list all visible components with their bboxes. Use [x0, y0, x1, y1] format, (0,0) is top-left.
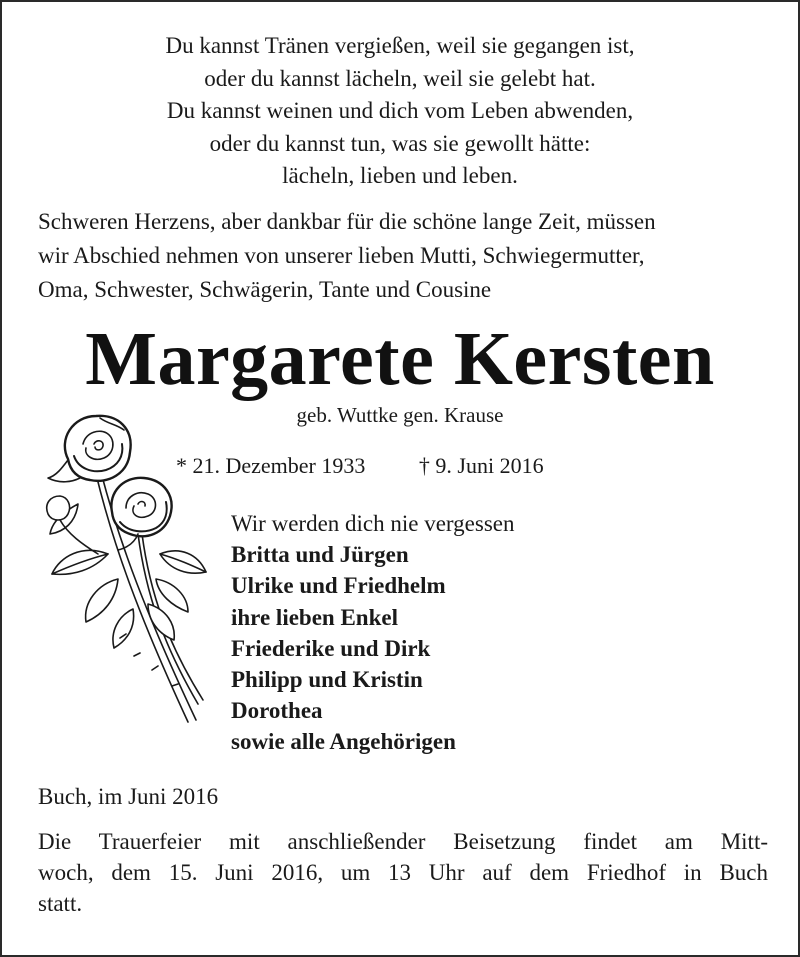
poem-line: oder du kannst tun, was sie gewollt hätte: [209, 130, 591, 156]
poem-line: oder du kannst lächeln, weil sie gelebt hat. [204, 65, 596, 91]
mourner-name: ihre lieben Enkel [231, 604, 398, 630]
mourner-name: Ulrike und Friedhelm [231, 573, 446, 599]
mourner-name: Friederike und Dirk [231, 635, 431, 661]
poem-line: lächeln, lieben und leben. [282, 163, 518, 188]
mourner-name: sowie alle Angehörigen [231, 729, 456, 755]
intro-line: wir Abschied nehmen von unserer lieben Mutti, Schwiegermutter, [38, 243, 645, 268]
death-date: † 9. Juni 2016 [418, 453, 544, 478]
mourners-list [231, 508, 515, 758]
birth-date: * 21. Dezember 1933 [176, 453, 366, 478]
mourner-name: Dorothea [231, 698, 323, 724]
poem-line: Du kannst weinen und dich vom Leben abwenden, [166, 98, 634, 123]
poem [2, 30, 798, 193]
poem-line: Du kannst Tränen vergießen, weil sie gegangen ist, [165, 33, 635, 58]
funeral-info [38, 826, 768, 919]
mourner-name: Philipp und Kristin [231, 667, 423, 693]
intro-text [38, 205, 778, 307]
funeral-line: woch, dem 15. Juni 2016, um 13 Uhr auf dem Friedhof in Buch [38, 860, 768, 885]
maiden-name: geb. Wuttke gen. Krause [296, 403, 504, 427]
deceased-name: Margarete Kersten [85, 317, 715, 401]
mourners-intro: Wir werden dich nie vergessen [231, 511, 515, 536]
intro-line: Schweren Herzens, aber dankbar für die schöne lange Zeit, müssen [38, 209, 656, 234]
life-dates [176, 452, 544, 480]
funeral-line: statt. [38, 891, 83, 916]
intro-line: Oma, Schwester, Schwägerin, Tante und Cousine [38, 277, 492, 302]
funeral-line: Die Trauerfeier mit anschließender Beisetzung findet am Mitt- [38, 829, 768, 854]
mourner-name: Britta und Jürgen [231, 542, 409, 568]
place-date: Buch, im Juni 2016 [38, 784, 219, 809]
roses-illustration-icon [38, 404, 213, 724]
